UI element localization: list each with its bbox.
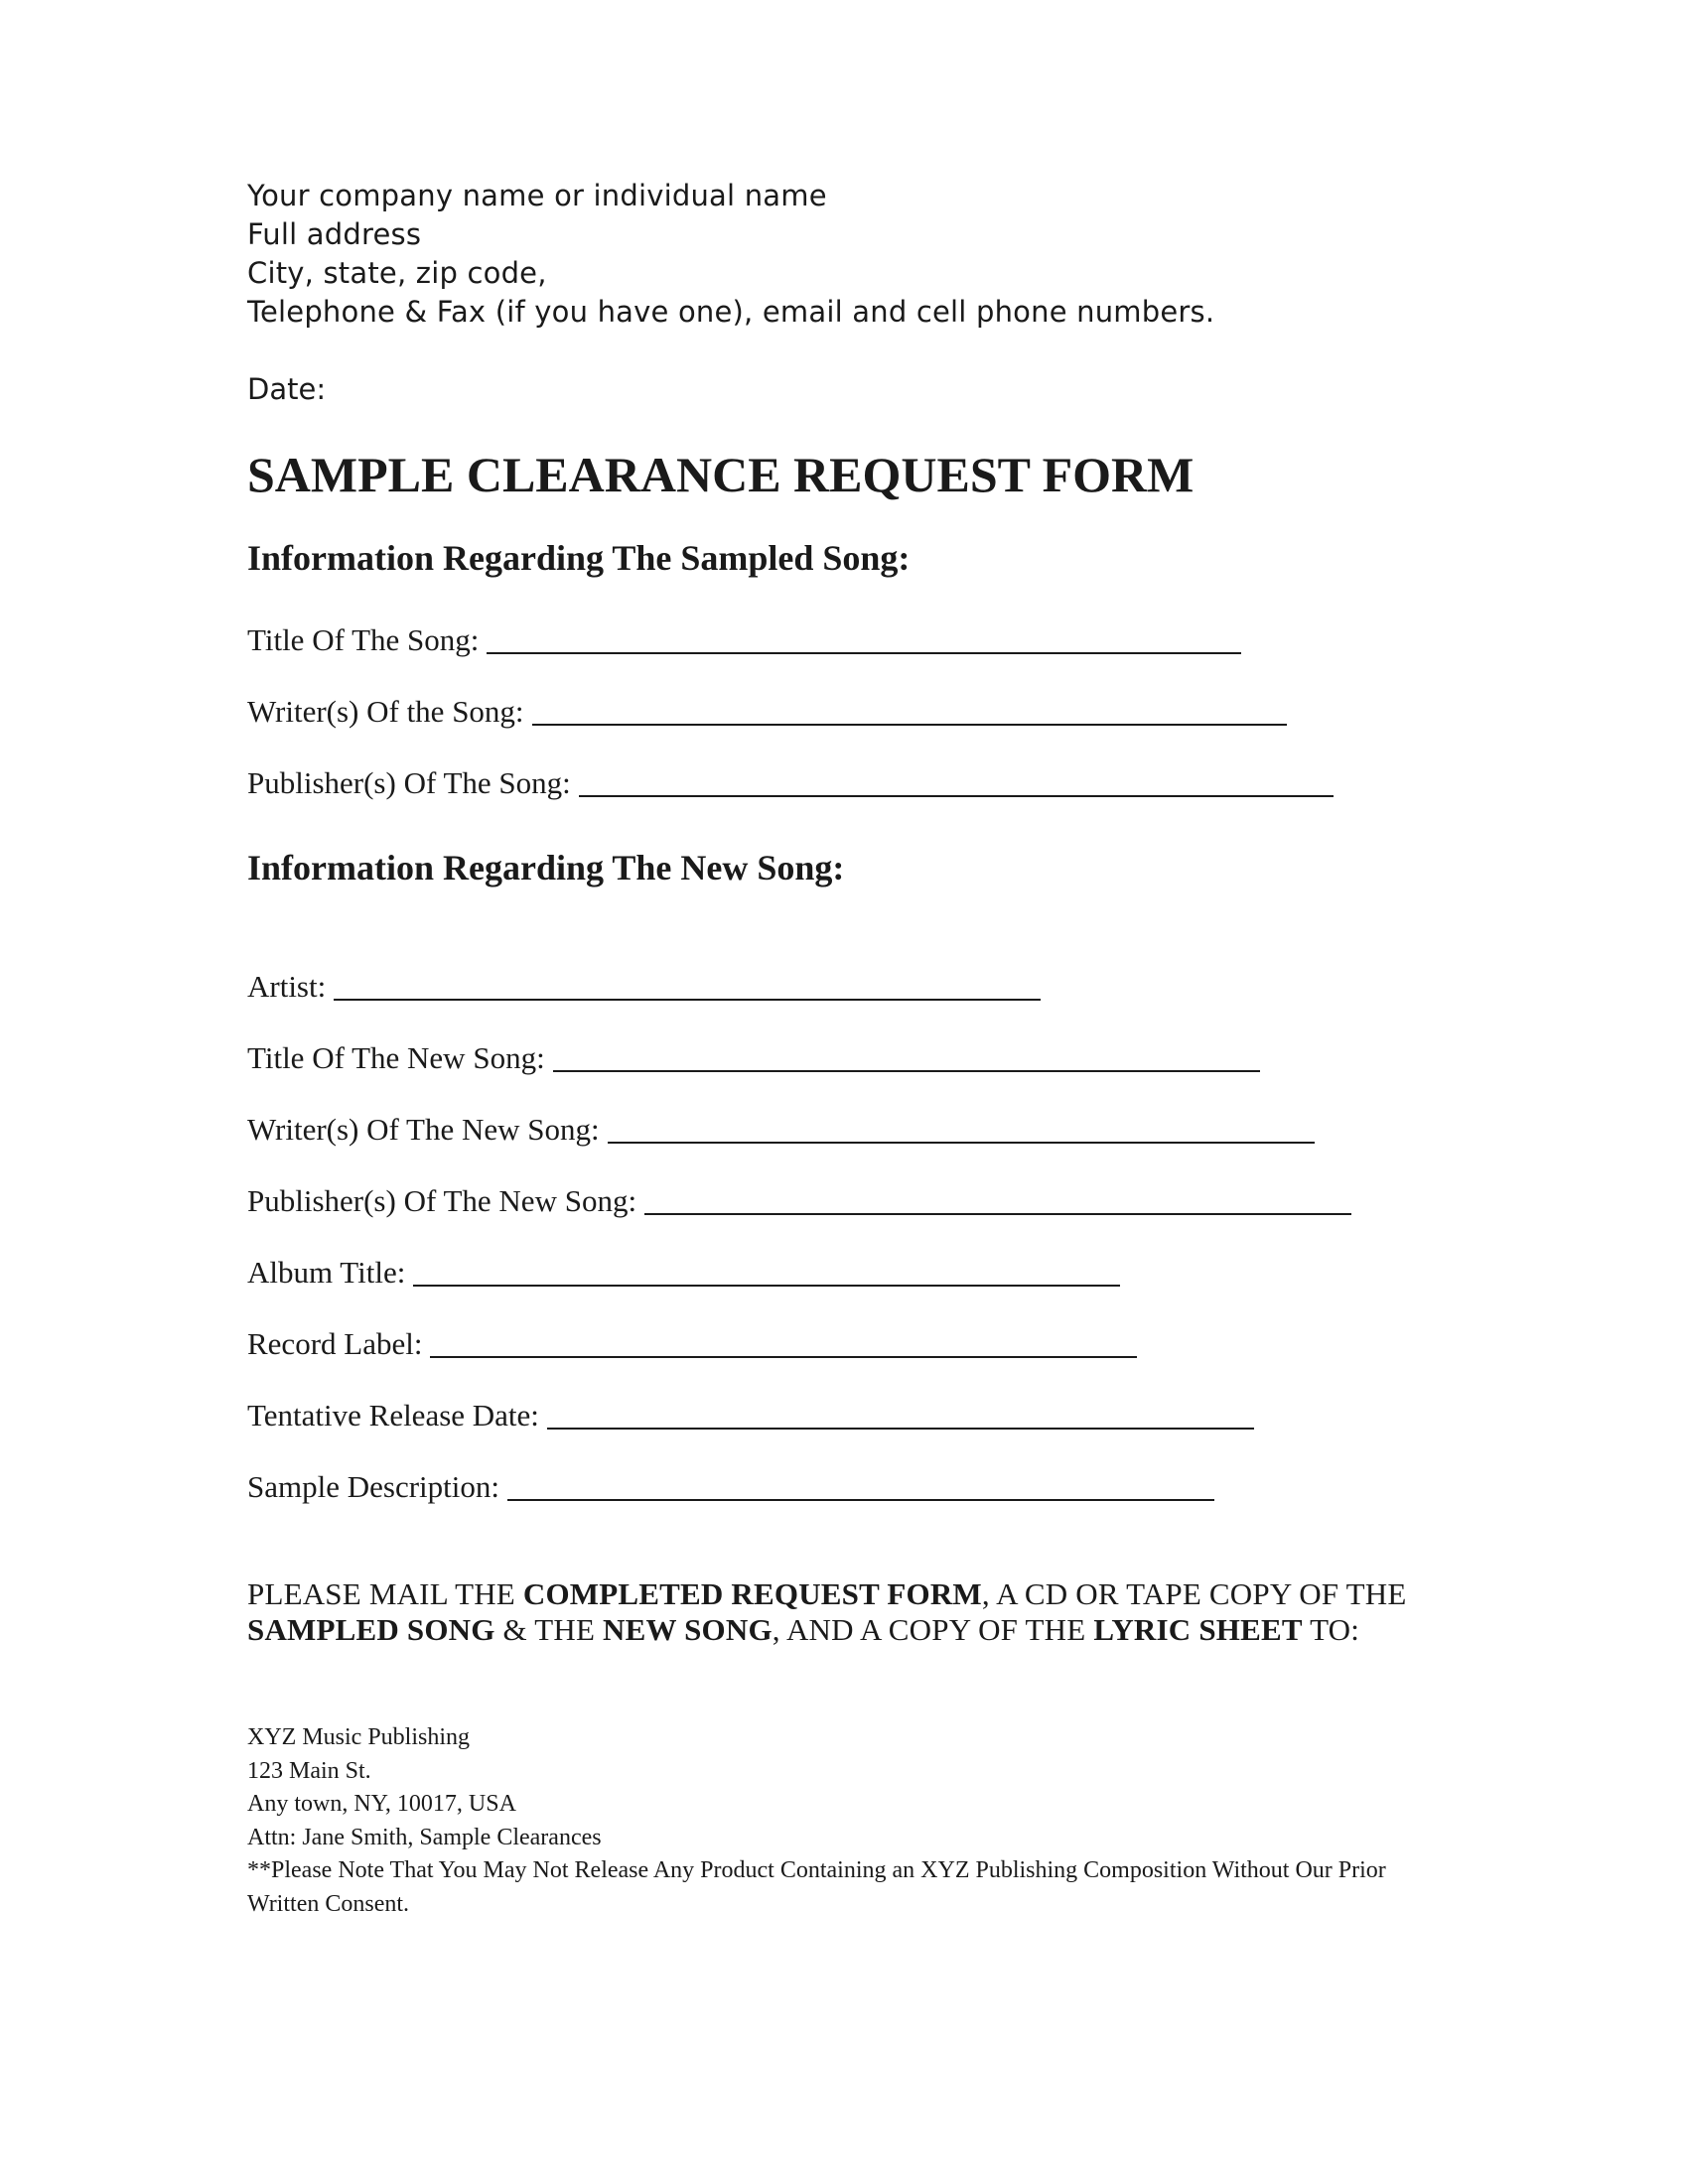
recipient-attention: Attn: Jane Smith, Sample Clearances — [247, 1824, 602, 1850]
sampled-song-writers-input-line[interactable] — [532, 692, 1287, 726]
record-label-input-line[interactable] — [430, 1324, 1137, 1358]
mail-text-5: TO: — [1302, 1612, 1360, 1647]
page-title: SAMPLE CLEARANCE REQUEST FORM — [247, 447, 1195, 502]
release-date-input-line[interactable] — [547, 1396, 1254, 1430]
field-label: Writer(s) Of the Song: — [247, 694, 524, 729]
sender-name-line: Your company name or individual name — [247, 179, 827, 212]
field-label: Publisher(s) Of The Song: — [247, 765, 571, 800]
album-title-input-line[interactable] — [413, 1253, 1120, 1287]
mail-text-1: PLEASE MAIL THE — [247, 1576, 523, 1611]
sender-contact-line: Telephone & Fax (if you have one), email and cell phone numbers. — [247, 295, 1215, 329]
new-song-heading: Information Regarding The New Song: — [247, 848, 845, 887]
recipient-street: 123 Main St. — [247, 1757, 371, 1784]
mail-text-2: , A CD OR TAPE COPY OF THE — [981, 1576, 1407, 1611]
mail-bold-sampled-song: SAMPLED SONG — [247, 1612, 495, 1647]
consent-note: **Please Note That You May Not Release Any Product Containing an XYZ Publishing Composition Without Our Prior Written Consent. — [247, 1857, 1386, 1917]
sender-address-line: Full address — [247, 217, 422, 251]
record-label-field[interactable] — [247, 1324, 1137, 1364]
artist-input-line[interactable] — [334, 967, 1041, 1001]
recipient-name: XYZ Music Publishing — [247, 1724, 471, 1750]
mail-bold-new-song: NEW SONG — [603, 1612, 773, 1647]
sampled-song-publishers-input-line[interactable] — [579, 763, 1334, 797]
sample-description-input-line[interactable] — [507, 1467, 1214, 1501]
new-song-writers-field[interactable] — [247, 1110, 1315, 1150]
date-label: Date: — [247, 372, 327, 406]
field-label: Album Title: — [247, 1255, 406, 1290]
release-date-field[interactable] — [247, 1396, 1254, 1435]
field-label: Sample Description: — [247, 1469, 499, 1504]
sender-info-block — [247, 177, 1214, 332]
new-song-publishers-field[interactable] — [247, 1181, 1351, 1221]
field-label: Tentative Release Date: — [247, 1398, 539, 1433]
new-song-writers-input-line[interactable] — [608, 1110, 1315, 1144]
mail-bold-lyric-sheet: LYRIC SHEET — [1093, 1612, 1303, 1647]
field-label: Writer(s) Of The New Song: — [247, 1112, 600, 1147]
sampled-song-writers-field[interactable] — [247, 692, 1287, 732]
album-title-field[interactable] — [247, 1253, 1120, 1293]
field-label: Publisher(s) Of The New Song: — [247, 1183, 637, 1218]
recipient-city: Any town, NY, 10017, USA — [247, 1791, 516, 1817]
sender-city-line: City, state, zip code, — [247, 256, 547, 290]
sampled-song-heading: Information Regarding The Sampled Song: — [247, 538, 911, 578]
field-label: Title Of The New Song: — [247, 1040, 545, 1075]
sampled-song-publishers-field[interactable] — [247, 763, 1334, 803]
artist-field[interactable] — [247, 967, 1041, 1007]
mailing-address-block — [247, 1721, 1459, 1921]
mail-text-4: , AND A COPY OF THE — [772, 1612, 1094, 1647]
field-label: Title Of The Song: — [247, 622, 480, 657]
sampled-song-title-field[interactable] — [247, 620, 1241, 660]
field-label: Record Label: — [247, 1326, 423, 1361]
mail-text-3: & THE — [494, 1612, 604, 1647]
new-song-publishers-input-line[interactable] — [644, 1181, 1351, 1215]
mail-instructions — [247, 1576, 1439, 1648]
new-song-title-input-line[interactable] — [553, 1038, 1260, 1072]
field-label: Artist: — [247, 969, 327, 1004]
new-song-title-field[interactable] — [247, 1038, 1260, 1078]
sampled-song-title-input-line[interactable] — [487, 620, 1241, 654]
sample-description-field[interactable] — [247, 1467, 1214, 1507]
mail-bold-completed-form: COMPLETED REQUEST FORM — [522, 1576, 982, 1611]
